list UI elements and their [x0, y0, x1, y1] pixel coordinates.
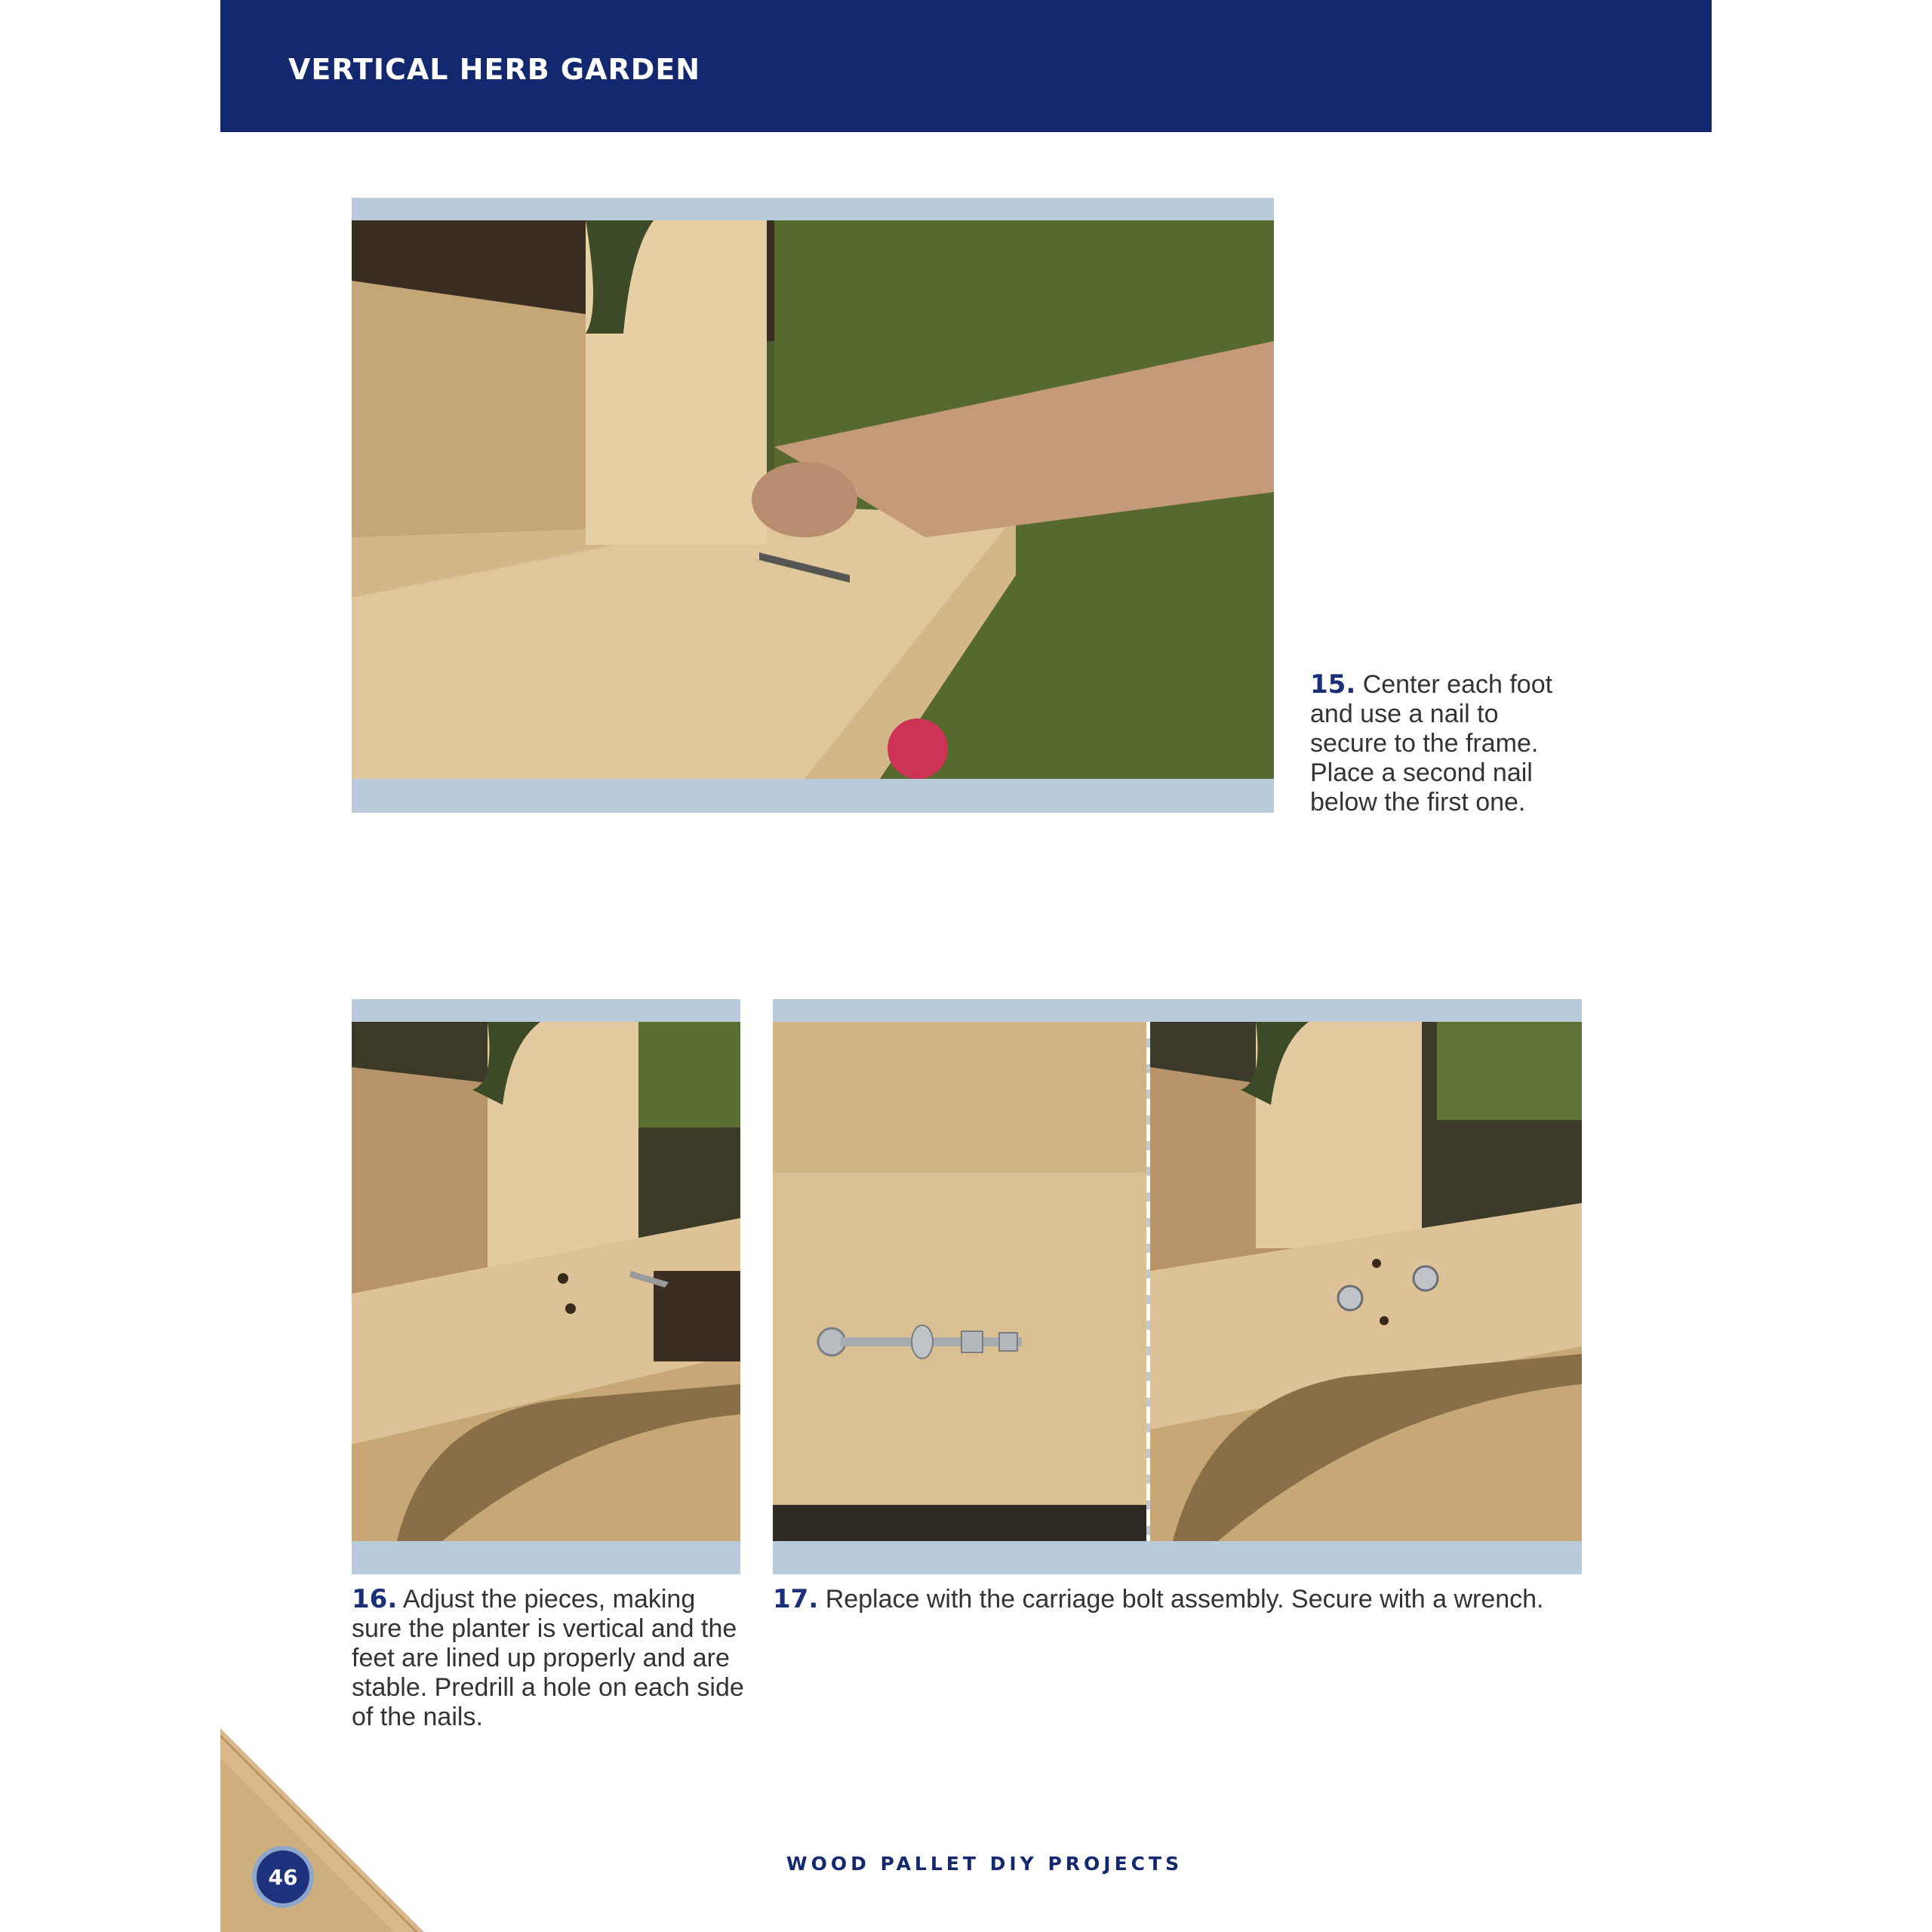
photo-frame-step-16 [352, 999, 740, 1574]
step-16-description: Adjust the pieces, making sure the planter is vertical and the feet are lined up properly and are stable. Predrill a hole on each side of the nails. [352, 1585, 744, 1731]
step-16-text [352, 1585, 744, 1732]
page-number-badge: 46 [252, 1846, 314, 1908]
step-15-text [1310, 670, 1567, 817]
photo-step-17-bolt [773, 1022, 1146, 1541]
corner-wood-graphic [220, 1728, 424, 1932]
step-15-number: 15. [1310, 669, 1356, 700]
footer-title: WOOD PALLET DIY PROJECTS [786, 1853, 1183, 1875]
photo-step-17-mounted [1150, 1022, 1582, 1541]
step-17-number: 17. [773, 1584, 819, 1614]
step-17-text [773, 1585, 1582, 1614]
photo-step-16 [352, 1022, 740, 1541]
photo-frame-step-17 [773, 999, 1582, 1574]
page-header [220, 0, 1712, 132]
photo-step-15 [352, 220, 1274, 779]
step-15-description: Center each foot and use a nail to secure to the frame. Place a second nail below the first one. [1310, 670, 1553, 817]
step-16-number: 16. [352, 1584, 398, 1614]
step-17-description: Replace with the carriage bolt assembly. Secure with a wrench. [825, 1585, 1544, 1614]
page-title: VERTICAL HERB GARDEN [288, 53, 701, 86]
page [220, 0, 1712, 1932]
photo-divider [1146, 1022, 1150, 1541]
photo-frame-step-15 [352, 198, 1274, 813]
